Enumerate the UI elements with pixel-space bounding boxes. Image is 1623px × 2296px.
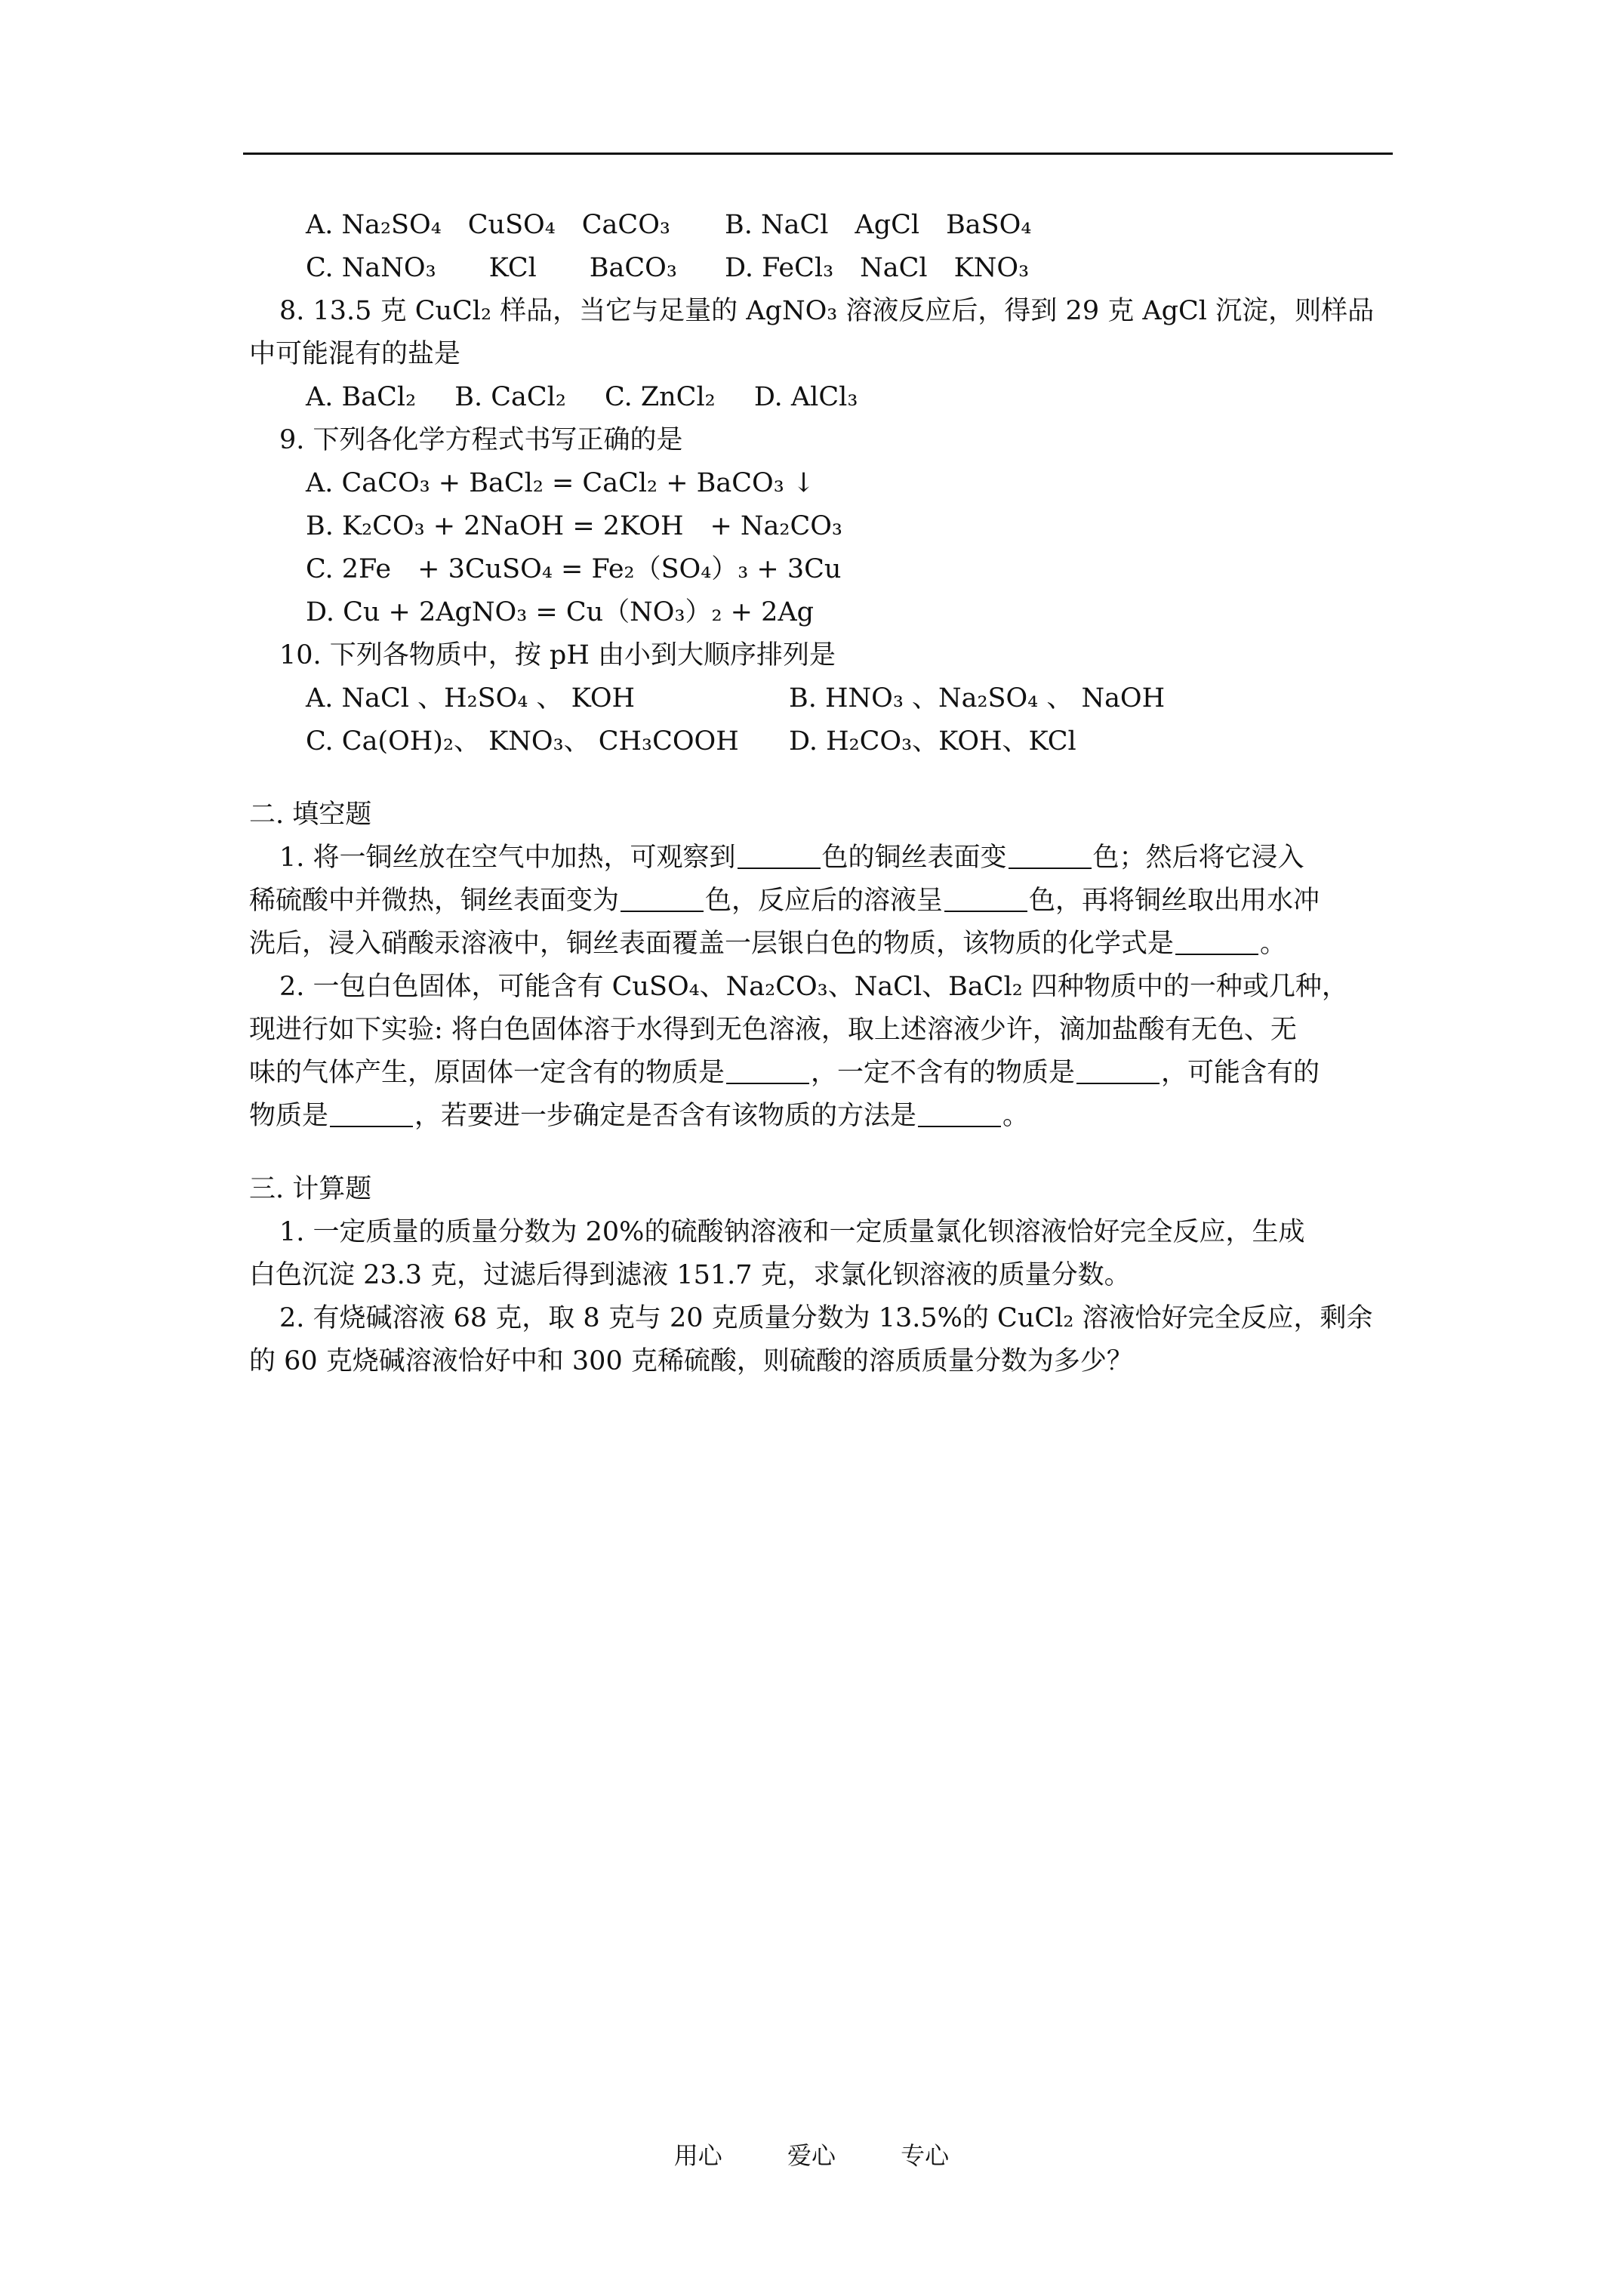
footer-motto-2: 爱心 <box>787 2141 836 2170</box>
answer-blank[interactable] <box>330 1100 413 1127</box>
s2-q2-line1: 2. 一包白色固体，可能含有 CuSO₄、Na₂CO₃、NaCl、BaCl₂ 四种物质中的一种或几种， <box>279 972 1348 1002</box>
s3-q2-line1: 2. 有烧碱溶液 68 克，取 8 克与 20 克质量分数为 13.5%的 CuCl₂ 溶液恰好完全反应，剩余 <box>279 1303 1373 1333</box>
answer-blank[interactable] <box>1175 928 1258 955</box>
answer-blank[interactable] <box>1009 842 1092 869</box>
answer-blank[interactable] <box>738 842 821 869</box>
footer-motto-1: 用心 <box>673 2141 722 2170</box>
answer-blank[interactable] <box>1076 1057 1160 1084</box>
answer-blank[interactable] <box>621 885 704 912</box>
s2-q2-text: 物质是 <box>249 1101 329 1131</box>
header-rule <box>243 153 1393 155</box>
q7-option-d: D. FeCl₃ NaCl KNO₃ <box>725 253 1030 283</box>
s2-q1-text: 色；然后将它浸入 <box>1092 843 1304 873</box>
q8-option-d: D. AlCl₃ <box>753 382 858 412</box>
s2-q2-text: ，一定不含有的物质是 <box>811 1058 1076 1088</box>
s3-q1-line1: 1. 一定质量的质量分数为 20%的硫酸钠溶液和一定质量氯化钡溶液恰好完全反应，生成 <box>279 1217 1305 1247</box>
answer-blank[interactable] <box>918 1100 1001 1127</box>
s2-q2-text: ，若要进一步确定是否含有该物质的方法是 <box>414 1101 917 1131</box>
s2-q2-text: 味的气体产生，原固体一定含有的物质是 <box>249 1058 725 1088</box>
q8-options <box>249 376 1393 419</box>
s2-q1-text: 洗后，浸入硝酸汞溶液中，铜丝表面覆盖一层银白色的物质，该物质的化学式是 <box>249 929 1175 959</box>
s2-q2-line3 <box>249 1052 1393 1095</box>
s2-q1-text: 色，反应后的溶液呈 <box>705 886 944 916</box>
s2-q1-line2 <box>249 880 1393 923</box>
q10-option-a: A. NaCl 、H₂SO₄ 、 KOH <box>306 683 636 713</box>
q9-option-b: B. K₂CO₃ + 2NaOH = 2KOH + Na₂CO₃ <box>306 511 842 541</box>
s2-q2-line2: 现进行如下实验: 将白色固体溶于水得到无色溶液，取上述溶液少许，滴加盐酸有无色、无 <box>249 1015 1297 1045</box>
s2-q1-text: 。 <box>1260 929 1287 959</box>
q8-stem-line2: 中可能混有的盐是 <box>249 339 461 369</box>
q10-option-c: C. Ca(OH)₂、 KNO₃、 CH₃COOH <box>306 726 739 757</box>
s2-q2-line4 <box>249 1095 1393 1138</box>
q8-option-a: A. BaCl₂ <box>306 382 417 412</box>
q9-stem: 9. 下列各化学方程式书写正确的是 <box>279 425 683 455</box>
q7-option-b: B. NaCl AgCl BaSO₄ <box>725 210 1032 240</box>
q7-option-c: C. NaNO₃ KCl BaCO₃ <box>306 253 677 283</box>
q7-options-row1 <box>249 204 1393 247</box>
answer-blank[interactable] <box>944 885 1027 912</box>
s2-q1-text: 稀硫酸中并微热，铜丝表面变为 <box>249 886 620 916</box>
s2-q2-text: 。 <box>1002 1101 1030 1131</box>
q8-option-b: B. CaCl₂ <box>454 382 566 412</box>
s3-q2-line2: 的 60 克烧碱溶液恰好中和 300 克稀硫酸，则硫酸的溶质质量分数为多少？ <box>249 1346 1133 1376</box>
q8-option-c: C. ZnCl₂ <box>605 382 716 412</box>
q10-stem: 10. 下列各物质中，按 pH 由小到大顺序排列是 <box>279 640 836 670</box>
q10-options-row2 <box>249 720 1393 763</box>
q9-option-d: D. Cu + 2AgNO₃ = Cu（NO₃）₂ + 2Ag <box>306 597 815 627</box>
q10-options-row1 <box>249 677 1393 720</box>
s2-q1-text: 色，再将铜丝取出用水冲 <box>1029 886 1320 916</box>
s2-q1-text: 1. 将一铜丝放在空气中加热，可观察到 <box>279 843 736 873</box>
page-content <box>249 204 1393 1383</box>
q10-option-d: D. H₂CO₃、KOH、KCl <box>789 726 1076 757</box>
q10-option-b: B. HNO₃ 、Na₂SO₄ 、 NaOH <box>789 683 1166 713</box>
q8-stem-line1: 8. 13.5 克 CuCl₂ 样品，当它与足量的 AgNO₃ 溶液反应后，得到 29 克 AgCl 沉淀，则样品 <box>279 296 1375 326</box>
s3-q1-line2: 白色沉淀 23.3 克，过滤后得到滤液 151.7 克，求氯化钡溶液的质量分数。 <box>249 1260 1131 1290</box>
s2-q1-text: 色的铜丝表面变 <box>821 843 1007 873</box>
footer-motto-3: 专心 <box>901 2141 950 2170</box>
q9-option-a: A. CaCO₃ + BaCl₂ = CaCl₂ + BaCO₃ ↓ <box>306 468 815 498</box>
s2-q2-text: ，可能含有的 <box>1161 1058 1320 1088</box>
s2-q1-line3 <box>249 923 1393 966</box>
q7-option-a: A. Na₂SO₄ CuSO₄ CaCO₃ <box>306 210 670 240</box>
section3-title: 三. 计算题 <box>249 1174 372 1204</box>
footer <box>0 2137 1623 2171</box>
q7-options-row2 <box>249 247 1393 290</box>
answer-blank[interactable] <box>726 1057 809 1084</box>
q9-option-c: C. 2Fe + 3CuSO₄ = Fe₂（SO₄）₃ + 3Cu <box>306 554 842 584</box>
s2-q1-line1 <box>249 837 1393 880</box>
section2-title: 二. 填空题 <box>249 800 372 830</box>
